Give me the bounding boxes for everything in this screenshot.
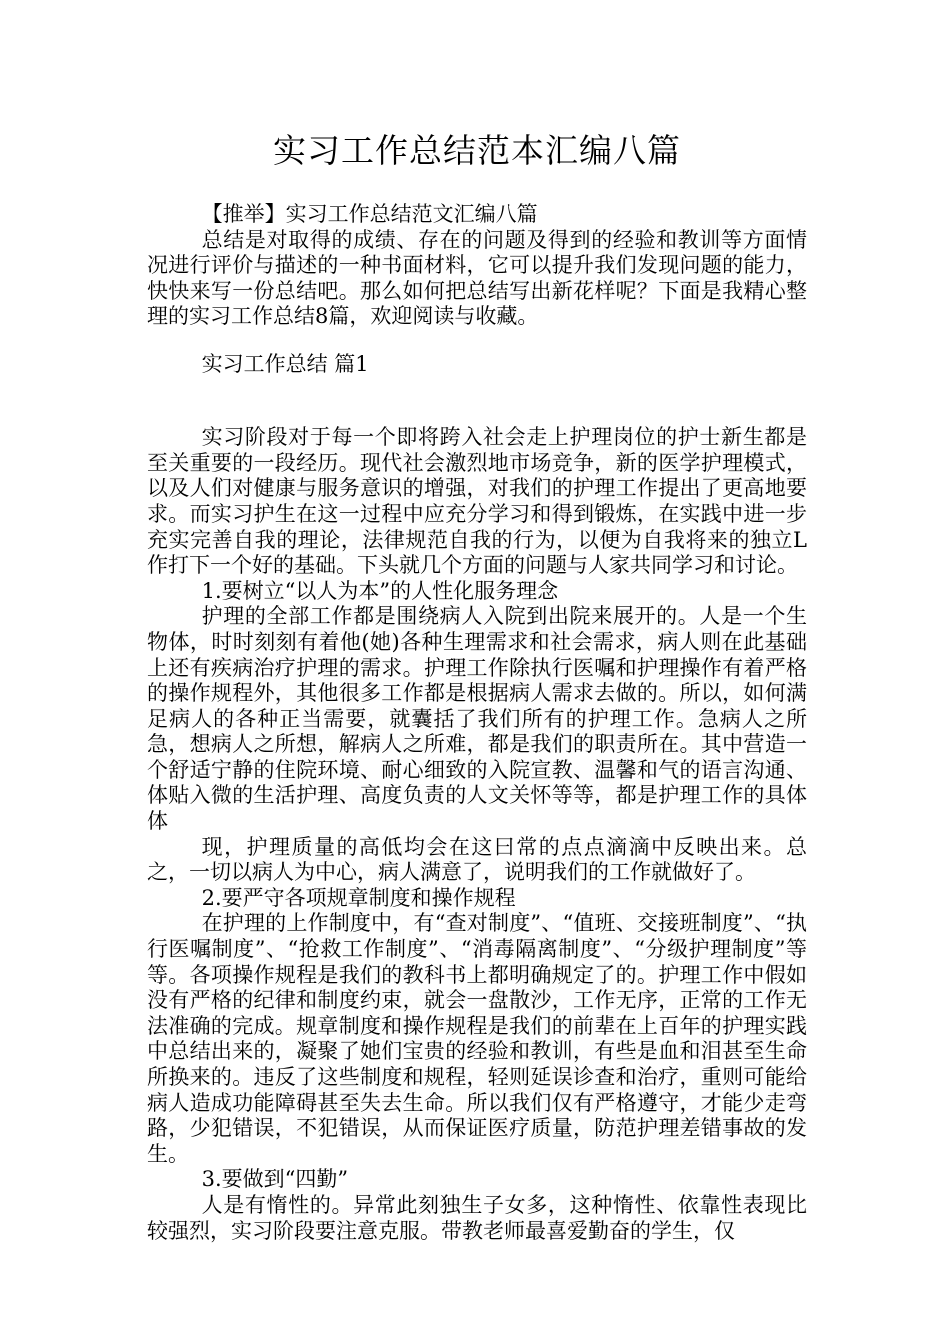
spacer xyxy=(147,330,807,352)
recommend-line: 【推举】实习工作总结范文汇编八篇 xyxy=(201,202,538,226)
numbered-heading: 3.要做到“四勤” xyxy=(201,1167,349,1192)
document-title: 实习工作总结范本汇编八篇 xyxy=(273,131,681,170)
section-heading: 实习工作总结 篇1 xyxy=(201,351,369,376)
body-paragraph: 在护理的上作制度中，有“查对制度”、“值班、交接班制度”、“执行医嘱制度”、“抢救工作制度”、“消毒隔离制度”、“分级护理制度”等等。各项操作规程是我们的教科书上都明确规定了的。护理工作中假如没有严格的纪律和制度约束，就会一盘散沙，工作无序，正常的工作无法准确的完成。规章制度和操作规程是我们的前辈在上百年的护理实践中总结出来的，凝聚了她们宝贵的经验和教训，有些是血和泪甚至生命所换来的。违反了这些制度和规程，轻则延误诊查和治疗，重则可能给病人造成功能障碍甚至失去生命。所以我们仅有严格遵守，才能少走弯路，少犯错误，不犯错误，从而保证医疗质量，防范护理差错事故的发生。 xyxy=(147,911,807,1166)
numbered-heading: 2.要严守各项规章制度和操作规程 xyxy=(201,885,516,910)
document-page xyxy=(147,128,807,1244)
body-paragraph: 现，护理质量的高低均会在这曰常的点点滴滴中反映出来。总之，一切以病人为中心，病人满意了，说明我们的工作就做好了。 xyxy=(147,834,807,885)
spacer xyxy=(147,403,807,425)
numbered-heading: 1.要树立“以人为本”的人性化服务理念 xyxy=(201,578,559,603)
spacer xyxy=(147,378,807,404)
body-paragraph: 人是有惰性的。异常此刻独生子女多，这种惰性、依靠性表现比较强烈，实习阶段要注意克服。带教老师最喜爱勤奋的学生，仅 xyxy=(147,1192,807,1243)
intro-paragraph: 总结是对取得的成绩、存在的问题及得到的经验和教训等方面情况进行评价与描述的一种书面材料，它可以提升我们发现问题的能力，快快来写一份总结吧。那么如何把总结写出新花样呢？下面是我精心整理的实习工作总结8篇，欢迎阅读与收藏。 xyxy=(147,227,807,329)
body-paragraph: 护理的全部工作都是围绕病人入院到出院来展开的。人是一个生物体，时时刻刻有着他(她)各种生理需求和社会需求，病人则在此基础上还有疾病治疗护理的需求。护理工作除执行医嘱和护理操作有着严格的操作规程外，其他很多工作都是根据病人需求去做的。所以，如何满足病人的各种正当需要，就囊括了我们所有的护理工作。急病人之所急，想病人之所想，解病人之所难，都是我们的职责所在。其中营造一个舒适宁静的住院环境、耐心细致的入院宣教、温馨和气的语言沟通、体贴入微的生活护理、高度负责的人文关怀等等，都是护理工作的具体体 xyxy=(147,604,807,834)
body-paragraph: 实习阶段对于每一个即将跨入社会走上护理岗位的护士新生都是至关重要的一段经历。现代社会激烈地市场竞争，新的医学护理模式，以及人们对健康与服务意识的增强，对我们的护理工作提出了更高地要求。而实习护生在这一过程中应充分学习和得到锻炼，在实践中进一步充实完善自我的理论，法律规范自我的行为，以便为自我将来的独立L作打下一个好的基础。下头就几个方面的问题与人家共同学习和讨论。 xyxy=(147,425,807,578)
